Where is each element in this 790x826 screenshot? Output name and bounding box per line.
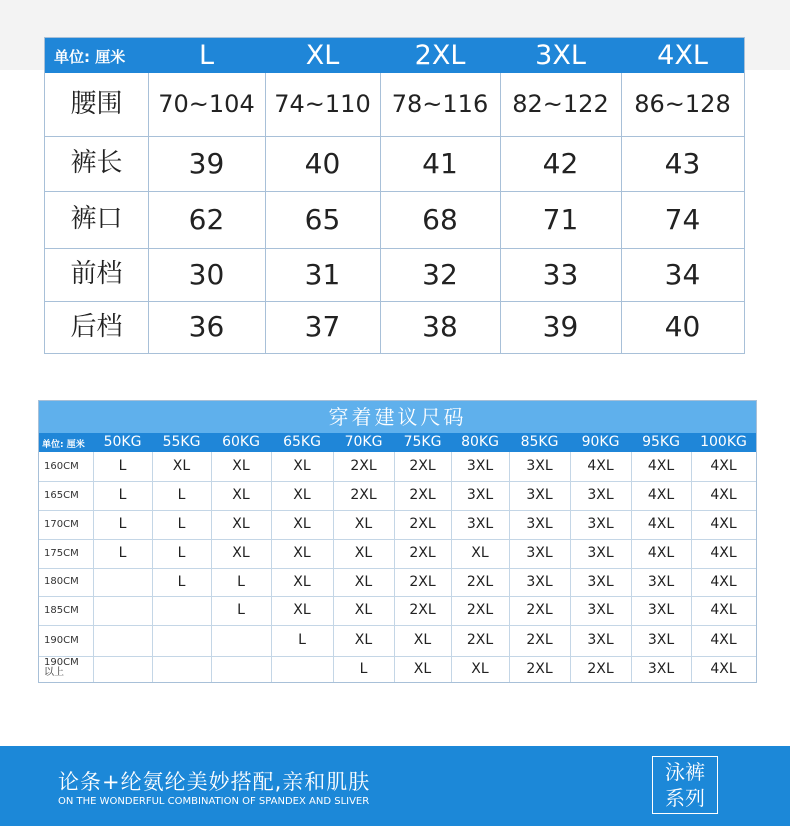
size-cell: 42: [542, 147, 579, 180]
size-cell: 34: [664, 258, 701, 291]
recommend-cell: XL: [413, 632, 432, 648]
weight-header-5: 75KG: [403, 434, 442, 450]
recommend-cell: [152, 625, 211, 656]
row-divider: [39, 596, 756, 597]
recommend-cell: 4XL: [710, 516, 737, 532]
series-badge-line1: 泳裤: [665, 760, 705, 784]
recommend-cell: XL: [232, 545, 250, 561]
size-row-label: 前档: [70, 259, 123, 289]
recommend-cell: 2XL: [409, 602, 436, 618]
size-cell: 33: [542, 258, 579, 291]
recommend-cell: L: [118, 545, 127, 561]
recommendation-unit-label: 单位: 厘米: [42, 440, 85, 450]
height-label: 190CM: [44, 635, 79, 646]
row-divider: [45, 301, 744, 302]
recommend-cell: XL: [471, 661, 489, 677]
size-row-label: 后档: [70, 312, 123, 342]
recommend-cell: L: [177, 487, 186, 503]
column-divider: [265, 73, 266, 353]
recommend-cell: 4XL: [710, 632, 737, 648]
recommend-cell: 2XL: [466, 602, 494, 618]
recommend-cell: 2XL: [409, 458, 436, 474]
recommend-cell: 2XL: [409, 545, 436, 561]
size-cell: 43: [664, 147, 701, 180]
size-cell: 65: [304, 203, 341, 236]
recommend-cell: 4XL: [647, 487, 675, 503]
recommend-cell: 3XL: [466, 516, 494, 532]
row-divider: [45, 191, 744, 192]
recommend-cell: [211, 656, 271, 682]
recommend-cell: 2XL: [466, 632, 494, 648]
row-divider: [39, 539, 756, 540]
recommend-cell: 4XL: [710, 661, 737, 677]
recommend-cell: 3XL: [587, 574, 614, 590]
size-cell: 39: [542, 310, 579, 343]
recommend-cell: L: [177, 516, 186, 532]
recommend-cell: 3XL: [587, 545, 614, 561]
size-cell: 82~122: [512, 90, 609, 118]
size-cell: 37: [304, 310, 341, 343]
recommend-cell: 2XL: [409, 574, 436, 590]
recommend-cell: 2XL: [466, 574, 494, 590]
recommend-cell: L: [177, 545, 186, 561]
recommend-cell: L: [177, 574, 186, 590]
height-label: 190CM 以上: [44, 657, 79, 678]
recommend-cell: XL: [172, 458, 191, 474]
recommend-cell: XL: [232, 458, 250, 474]
weight-header-10: 100KG: [700, 434, 747, 450]
recommend-cell: 4XL: [647, 545, 675, 561]
recommendation-title: 穿着建议尺码: [39, 401, 756, 433]
recommend-cell: XL: [354, 602, 373, 618]
size-recommendation-table: [38, 400, 757, 683]
row-divider: [39, 510, 756, 511]
recommend-cell: L: [118, 487, 127, 503]
recommend-cell: 2XL: [350, 487, 377, 503]
recommend-cell: [152, 656, 211, 682]
column-divider: [570, 452, 571, 682]
recommend-cell: 3XL: [647, 661, 675, 677]
recommend-cell: 3XL: [526, 516, 553, 532]
recommend-cell: 3XL: [647, 574, 675, 590]
recommend-cell: 3XL: [526, 545, 553, 561]
recommend-cell: L: [237, 574, 245, 590]
row-divider: [39, 625, 756, 626]
weight-header-7: 85KG: [520, 434, 559, 450]
recommend-cell: XL: [293, 574, 311, 590]
recommend-cell: [152, 596, 211, 625]
recommend-cell: 2XL: [526, 632, 553, 648]
size-cell: 78~116: [391, 90, 489, 118]
recommendation-header: [39, 433, 756, 452]
column-divider: [631, 452, 632, 682]
recommend-cell: 3XL: [587, 516, 614, 532]
recommend-cell: XL: [354, 545, 373, 561]
series-badge: [652, 756, 718, 814]
size-cell: 74: [664, 203, 701, 236]
column-divider: [333, 452, 334, 682]
footer-title: 论条+纶氨纶美妙搭配,亲和肌肤: [58, 770, 371, 794]
column-divider: [93, 452, 94, 682]
recommend-cell: [271, 656, 333, 682]
recommend-cell: L: [298, 632, 306, 648]
row-divider: [45, 136, 744, 137]
recommend-cell: XL: [293, 516, 311, 532]
recommend-cell: 3XL: [587, 602, 614, 618]
weight-header-1: 55KG: [162, 434, 201, 450]
recommend-cell: 4XL: [710, 574, 737, 590]
height-label: 180CM: [44, 576, 79, 587]
weight-header-9: 95KG: [642, 434, 680, 450]
recommend-cell: [93, 568, 152, 596]
size-row-label: 腰围: [70, 89, 123, 119]
recommend-cell: XL: [293, 487, 311, 503]
recommend-cell: L: [237, 602, 245, 618]
recommend-cell: 4XL: [710, 602, 737, 618]
size-cell: 36: [188, 310, 225, 343]
size-cell: 32: [422, 258, 458, 291]
size-row-label: 裤口: [70, 204, 123, 234]
row-divider: [39, 568, 756, 569]
footer-banner: [0, 746, 790, 826]
column-divider: [451, 452, 452, 682]
column-divider: [271, 452, 272, 682]
size-chart-table: [44, 37, 745, 354]
height-label: 175CM: [44, 548, 79, 559]
recommend-cell: 3XL: [466, 487, 494, 503]
recommend-cell: 2XL: [526, 661, 553, 677]
series-badge-line2: 系列: [665, 786, 705, 810]
recommend-cell: 3XL: [526, 574, 553, 590]
size-cell: 62: [188, 203, 225, 236]
size-cell: 74~110: [274, 90, 371, 118]
size-cell: 71: [542, 203, 579, 236]
size-cell: 70~104: [158, 90, 255, 118]
recommend-cell: 2XL: [350, 458, 377, 474]
size-cell: 86~128: [634, 90, 731, 118]
recommend-cell: 3XL: [647, 602, 675, 618]
recommend-cell: 3XL: [526, 487, 553, 503]
recommend-cell: XL: [293, 458, 311, 474]
recommend-cell: XL: [354, 632, 373, 648]
footer-subtitle: ON THE WONDERFUL COMBINATION OF SPANDEX AND SLIVER: [58, 796, 370, 807]
recommend-cell: XL: [354, 574, 373, 590]
recommend-cell: 4XL: [647, 458, 675, 474]
size-cell: 30: [188, 258, 225, 291]
column-divider: [509, 452, 510, 682]
recommend-cell: 4XL: [710, 545, 737, 561]
recommend-cell: 3XL: [526, 458, 553, 474]
weight-header-0: 50KG: [103, 434, 142, 450]
size-cell: 40: [304, 147, 341, 180]
recommend-cell: L: [118, 516, 127, 532]
recommend-cell: [93, 625, 152, 656]
recommend-cell: 2XL: [409, 487, 436, 503]
weight-header-6: 80KG: [461, 434, 499, 450]
column-divider: [211, 452, 212, 682]
recommend-cell: [93, 596, 152, 625]
recommend-cell: 2XL: [526, 602, 553, 618]
recommend-cell: 3XL: [587, 487, 614, 503]
height-label: 185CM: [44, 605, 79, 616]
recommend-cell: 2XL: [409, 516, 436, 532]
recommend-cell: 4XL: [647, 516, 675, 532]
column-divider: [691, 452, 692, 682]
size-header-2: 2XL: [414, 40, 466, 71]
recommend-cell: XL: [413, 661, 432, 677]
size-cell: 41: [422, 147, 458, 180]
column-divider: [148, 73, 149, 353]
size-cell: 40: [664, 310, 701, 343]
recommend-cell: XL: [232, 487, 250, 503]
recommend-cell: [93, 656, 152, 682]
column-divider: [500, 73, 501, 353]
size-chart-unit-label: 单位: 厘米: [54, 48, 126, 66]
recommend-cell: L: [359, 661, 368, 677]
size-cell: 31: [304, 258, 341, 291]
recommend-cell: 2XL: [587, 661, 614, 677]
row-divider: [39, 481, 756, 482]
weight-header-8: 90KG: [581, 434, 620, 450]
recommend-cell: 3XL: [466, 458, 494, 474]
recommend-cell: XL: [232, 516, 250, 532]
column-divider: [394, 452, 395, 682]
size-cell: 68: [422, 203, 458, 236]
column-divider: [380, 73, 381, 353]
recommend-cell: 4XL: [710, 458, 737, 474]
recommend-cell: XL: [354, 516, 373, 532]
size-row-label: 裤长: [70, 148, 123, 178]
weight-header-3: 65KG: [283, 434, 321, 450]
row-divider: [45, 248, 744, 249]
recommend-cell: [211, 625, 271, 656]
size-header-3: 3XL: [535, 40, 586, 71]
height-label: 170CM: [44, 519, 79, 530]
column-divider: [152, 452, 153, 682]
height-label: 165CM: [44, 490, 79, 501]
recommend-cell: 4XL: [710, 487, 737, 503]
size-cell: 38: [422, 310, 458, 343]
size-cell: 39: [188, 147, 225, 180]
size-header-0: L: [198, 40, 215, 71]
height-label: 160CM: [44, 461, 79, 472]
recommend-cell: 3XL: [587, 632, 614, 648]
row-divider: [39, 656, 756, 657]
size-chart-header: [45, 38, 744, 73]
size-header-4: 4XL: [657, 40, 708, 71]
column-divider: [621, 73, 622, 353]
weight-header-2: 60KG: [222, 434, 260, 450]
weight-header-4: 70KG: [344, 434, 383, 450]
recommend-cell: 3XL: [647, 632, 675, 648]
recommend-cell: L: [118, 458, 127, 474]
recommend-cell: 4XL: [587, 458, 614, 474]
recommend-cell: XL: [293, 602, 311, 618]
recommend-cell: XL: [471, 545, 489, 561]
size-header-1: XL: [305, 40, 340, 71]
recommend-cell: XL: [293, 545, 311, 561]
